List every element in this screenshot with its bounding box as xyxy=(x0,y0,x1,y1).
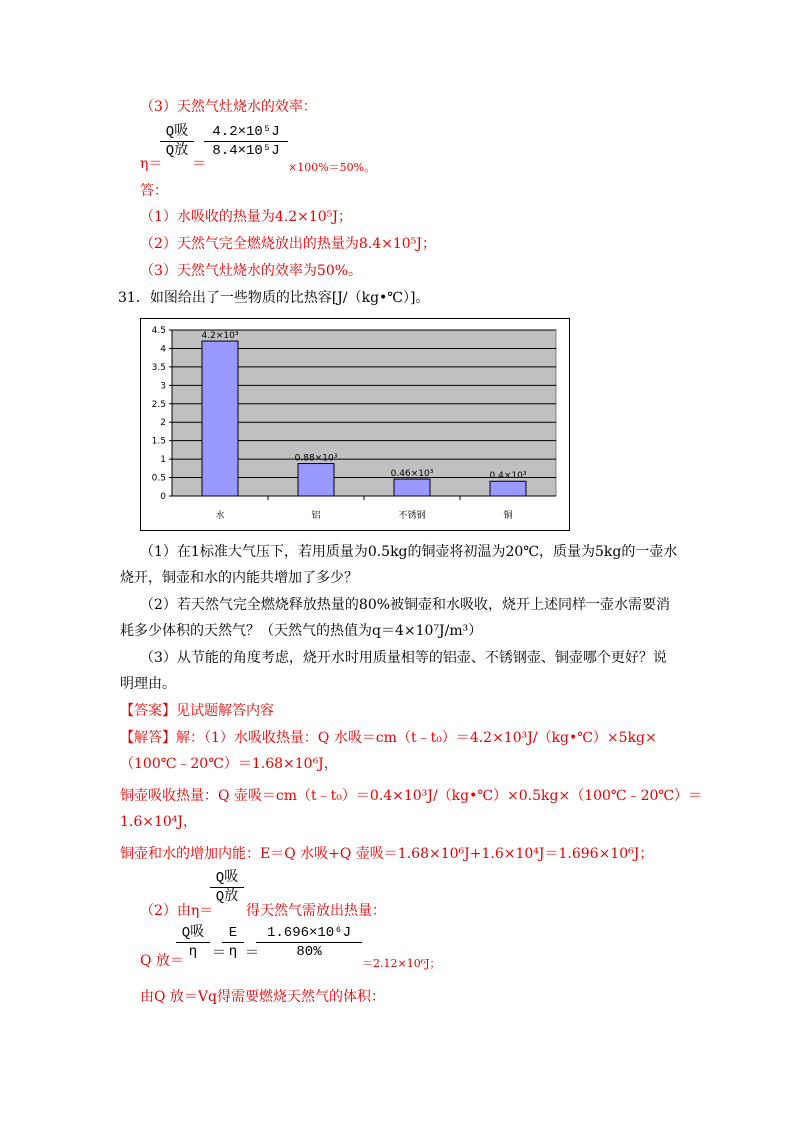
solution-line-1: 【解答】解：（1）水吸收热量：Q 水吸＝cm（t﹣t₀）＝4.2×10³J/（kg•℃）×5kg× xyxy=(120,730,657,746)
equals-sign: ＝ xyxy=(192,156,206,172)
q31-part1-line1: （1）在1标准大气压下，若用质量为0.5kg的铜壶将初温为20℃，质量为5kg的一壶水 xyxy=(140,544,678,560)
answer-line-3: （3）天然气灶烧水的效率为50%。 xyxy=(140,263,363,279)
fraction-denominator: η xyxy=(228,944,238,960)
y-tick-label: 3.5 xyxy=(151,362,166,373)
specific-heat-chart xyxy=(140,318,570,531)
fraction-energy-over-efficiency xyxy=(256,925,362,960)
eta-symbol: η＝ xyxy=(140,156,163,172)
fraction-denominator: 80% xyxy=(296,944,322,960)
fraction-numerator: 4.2×10⁵J xyxy=(212,124,280,140)
x-category-label: 铝 xyxy=(311,511,321,521)
fraction-numerator: E xyxy=(228,925,238,941)
q-release-result: ＝2.12×10⁶J； xyxy=(362,957,441,970)
bar-0 xyxy=(202,341,238,496)
y-tick-label: 3 xyxy=(160,381,166,392)
answer-line-2: （2）天然气完全燃烧放出的热量为8.4×10⁵J； xyxy=(140,236,436,252)
data-label: 4.2×10³ xyxy=(201,331,239,342)
fraction-denominator: 8.4×10⁵J xyxy=(212,143,280,159)
bar-2 xyxy=(394,479,430,496)
y-tick-label: 0.5 xyxy=(151,473,166,484)
q31-part3-line2: 明理由。 xyxy=(120,676,176,692)
q31-part2-line2: 耗多少体积的天然气？（天然气的热值为q＝4×10⁷J/m³） xyxy=(120,623,483,639)
y-tick-label: 1 xyxy=(160,455,166,466)
efficiency-result: ×100%＝50%。 xyxy=(288,161,376,174)
y-tick-label: 2 xyxy=(160,418,166,429)
fraction-denominator: Q放 xyxy=(215,889,239,905)
fraction-numerator: Q吸 xyxy=(165,124,189,140)
y-tick-label: 0 xyxy=(160,492,166,502)
final-line: 由Q 放＝Vq得需要燃烧天然气的体积： xyxy=(140,989,385,1005)
bar-3 xyxy=(490,481,526,496)
fraction-q-ratio xyxy=(210,870,244,905)
part3-header: （3）天然气灶烧水的效率： xyxy=(140,99,317,115)
solution-line-3: 铜壶吸收热量：Q 壶吸＝cm（t﹣t₀）＝0.4×10³J/（kg•℃）×0.5kg×（100℃﹣20℃）＝ xyxy=(120,788,703,804)
solution-line-4: 1.6×10⁴J， xyxy=(120,814,198,830)
answer-label: 答： xyxy=(140,183,168,199)
fraction-numerator: 1.696×10⁶J xyxy=(266,925,351,941)
y-tick-label: 4 xyxy=(160,344,166,355)
data-label: 0.4×10³ xyxy=(489,471,527,482)
solution-line-2: （100℃﹣20℃）＝1.68×10⁶J， xyxy=(120,756,338,772)
equals-sign: ＝ xyxy=(212,945,226,961)
fraction-denominator: η xyxy=(188,944,198,960)
x-category-label: 不锈钢 xyxy=(398,511,426,521)
data-label: 0.46×10³ xyxy=(390,469,434,480)
fraction-values xyxy=(204,124,288,159)
fraction-q-over-eta xyxy=(176,925,210,960)
fraction-denominator: Q放 xyxy=(165,143,189,159)
fraction-e-over-eta xyxy=(222,925,244,960)
q31-part3-line1: （3）从节能的角度考虑，烧开水时用质量相等的铝壶、不锈钢壶、铜壶哪个更好？说 xyxy=(140,650,667,666)
q-release-prefix: Q 放＝ xyxy=(140,953,184,969)
bar-1 xyxy=(298,464,334,496)
q31-part1-line2: 烧开，铜壶和水的内能共增加了多少？ xyxy=(120,570,358,586)
y-tick-label: 1.5 xyxy=(151,436,166,447)
x-category-label: 水 xyxy=(215,511,225,521)
fraction-numerator: Q吸 xyxy=(181,925,205,941)
q31-part2-line1: （2）若天然气完全燃烧释放热量的80%被铜壶和水吸收，烧开上述同样一壶水需要消 xyxy=(140,597,671,613)
question-31-title: 31．如图给出了一些物质的比热容[J/（kg•℃）]。 xyxy=(118,290,430,306)
x-category-label: 铜 xyxy=(503,511,513,521)
part2-prefix: （2）由η＝ xyxy=(140,903,214,919)
solution-line-5: 铜壶和水的增加内能：E＝Q 水吸+Q 壶吸＝1.68×10⁶J+1.6×10⁴J＝1.696×10⁶J； xyxy=(120,846,654,862)
equals-sign: ＝ xyxy=(245,945,259,961)
y-tick-label: 2.5 xyxy=(151,399,166,410)
fraction-q-ratio xyxy=(160,124,194,159)
fraction-numerator: Q吸 xyxy=(215,870,239,886)
answer-line-1: （1）水吸收的热量为4.2×10⁵J； xyxy=(140,209,352,225)
y-tick-label: 4.5 xyxy=(151,326,166,336)
part2-suffix: 得天然气需放出热量： xyxy=(246,903,386,919)
answer-tag: 【答案】见试题解答内容 xyxy=(120,703,274,719)
data-label: 0.88×10³ xyxy=(294,453,338,464)
bar-chart-svg xyxy=(140,318,570,531)
